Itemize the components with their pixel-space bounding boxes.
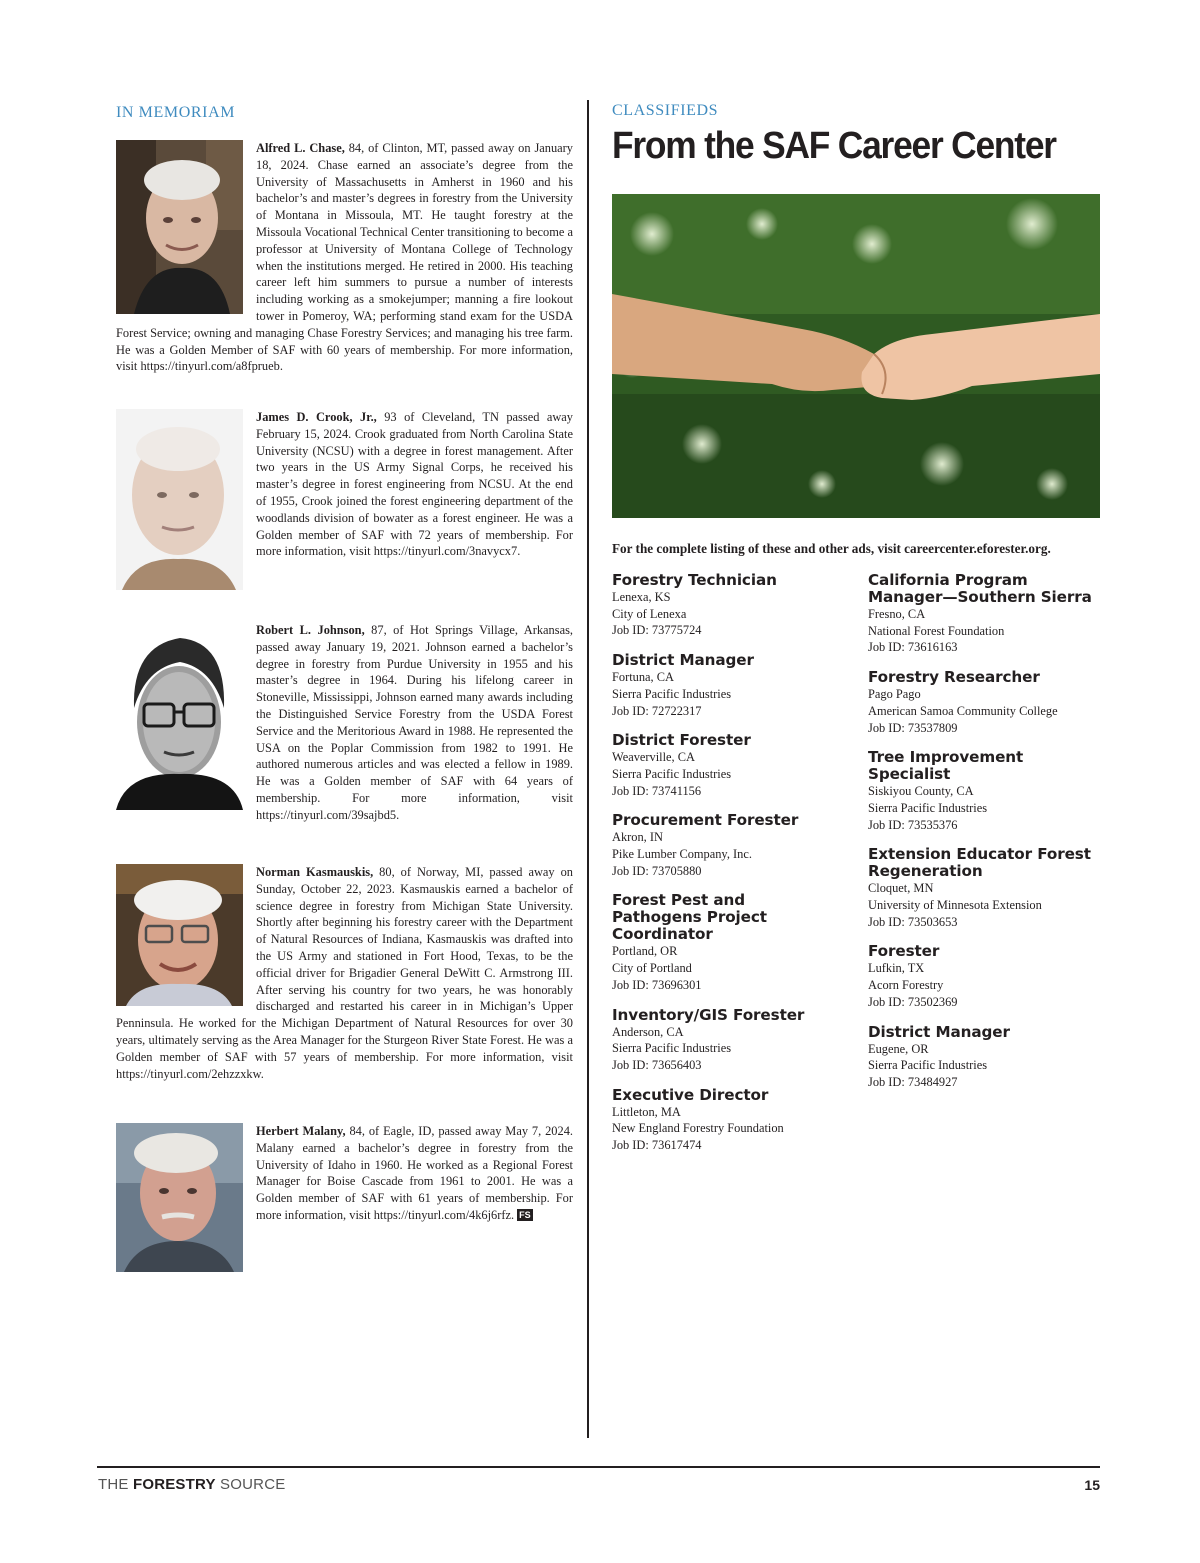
job-listing[interactable] xyxy=(612,892,852,993)
obituary-name: Norman Kasmauskis, xyxy=(256,865,374,879)
handshake-photo xyxy=(612,194,1100,518)
fs-end-mark: FS xyxy=(519,1209,531,1220)
job-employer: Sierra Pacific Industries xyxy=(868,1058,988,1073)
job-id: Job ID: 73537809 xyxy=(868,720,958,735)
job-employer: University of Minnesota Extension xyxy=(868,898,1042,913)
job-title: Forest Pest and Pathogens Project Coordinator xyxy=(612,891,767,944)
job-employer: Sierra Pacific Industries xyxy=(868,800,988,815)
job-location: Pago Pago xyxy=(868,687,921,702)
obituary-text: 84, of Eagle, ID, passed away May 7, 2024. Malany earned a bachelor’s degree in forestry from the University of Idaho in 1960. He worked as a Regional Forest Manager for Boise Cascade from 1961 to 2001. He was a Golden member of SAF with 61 years of membership. For more information, visit https://tinyurl.com/4k6j6rfz. xyxy=(256,1124,573,1222)
job-title: Forestry Researcher xyxy=(868,668,1040,687)
job-id: Job ID: 73775724 xyxy=(612,623,702,638)
job-id: Job ID: 73696301 xyxy=(612,977,702,992)
obituary-text: 80, of Norway, MI, passed away on Sunday, October 22, 2023. Kasmauskis earned a bachelor of science degree in forestry from Michigan State University. Shortly after beginning his forestry career with the Department of Natural Resources of Indiana, Kasmauskis was drafted into the US Army and stationed in Fort Hood, Texas, to be the official driver for Brigadier General DeWitt C. Armstrong III. After serving his country for two years, he was honorably discharged and restarted his career in in Michigan’s Upper Penninsula. He worked for the Michigan Department of Natural Resources for over 30 years, ultimately serving as the Area Manager for the Sturgeon River State Forest. He was a Golden member of SAF with 57 years of membership. For more information, visit https://tinyurl.com/2ehzzxkw. xyxy=(116,865,573,1081)
footer-brand-post: SOURCE xyxy=(215,1476,286,1493)
obituary-name: James D. Crook, Jr., xyxy=(256,410,377,424)
obituary-malany xyxy=(116,1123,573,1276)
portrait-crook xyxy=(116,409,243,590)
job-listing[interactable] xyxy=(868,749,1100,833)
job-title: Extension Educator Forest Regeneration xyxy=(868,845,1091,881)
job-employer: City of Lenexa xyxy=(612,606,687,621)
column-divider xyxy=(587,100,589,1438)
job-employer: American Samoa Community College xyxy=(868,703,1058,718)
job-listing[interactable] xyxy=(868,669,1100,736)
portrait-kasmauskis xyxy=(116,864,243,1006)
obituary-crook xyxy=(116,409,573,594)
job-id: Job ID: 73502369 xyxy=(868,994,958,1009)
job-listing[interactable] xyxy=(868,943,1100,1010)
job-employer: National Forest Foundation xyxy=(868,623,1005,638)
job-listing[interactable] xyxy=(612,1087,852,1154)
job-location: Lenexa, KS xyxy=(612,590,671,604)
job-listing[interactable] xyxy=(868,846,1100,930)
job-listing[interactable] xyxy=(612,572,852,639)
job-employer: City of Portland xyxy=(612,961,692,976)
job-listing[interactable] xyxy=(612,652,852,719)
job-id: Job ID: 73617474 xyxy=(612,1138,702,1153)
job-id: Job ID: 73705880 xyxy=(612,863,702,878)
job-id: Job ID: 72722317 xyxy=(612,703,702,718)
job-listing[interactable] xyxy=(612,1007,852,1074)
job-title: Tree Improvement Specialist xyxy=(868,748,1024,784)
job-title: District Manager xyxy=(868,1022,1010,1041)
job-title: Procurement Forester xyxy=(612,811,799,830)
job-id: Job ID: 73484927 xyxy=(868,1074,958,1089)
job-listing[interactable] xyxy=(612,732,852,799)
job-id: Job ID: 73503653 xyxy=(868,914,958,929)
job-location: Siskiyou County, CA xyxy=(868,784,974,799)
obituary-text: 84, of Clinton, MT, passed away on January 18, 2024. Chase earned an associate’s degree from the University of Massachusetts in Amherst in 1960 and his bachelor’s and master’s degrees in forestry from the University of Montana in Missoula, MT. He taught forestry at the Missoula Vocational Technical Center transitioning to become a professor at University of Montana College of Technology when the institutions merged. He retired in 2000. His teaching career left him summers to pursue a number of interests including working as a smokejumper; manning a fire lookout tower in Pomeroy, WA; performing stand exam for the USDA Forest Service; owning and managing Chase Forestry Services; and managing his tree farm. He was a Golden Member of SAF with 60 years of membership. For more information, visit https://tinyurl.com/a8fprueb. xyxy=(116,141,573,374)
page-title: From the SAF Career Center xyxy=(612,125,1056,167)
job-id: Job ID: 73535376 xyxy=(868,817,958,832)
job-employer: Sierra Pacific Industries xyxy=(612,766,732,781)
footer-brand-bold: FORESTRY xyxy=(132,1476,216,1493)
portrait-malany xyxy=(116,1123,243,1272)
job-employer: Pike Lumber Company, Inc. xyxy=(612,847,752,862)
portrait-chase xyxy=(116,140,243,314)
job-employer: Acorn Forestry xyxy=(868,978,944,993)
job-id: Job ID: 73656403 xyxy=(612,1057,702,1072)
obituary-name: Robert L. Johnson, xyxy=(256,623,365,637)
job-location: Anderson, CA xyxy=(612,1024,684,1039)
listing-note: For the complete listing of these and other ads, visit careercenter.eforester.org. xyxy=(612,541,1051,556)
job-location: Eugene, OR xyxy=(868,1041,929,1056)
job-listing[interactable] xyxy=(868,572,1100,656)
job-employer: Sierra Pacific Industries xyxy=(612,686,732,701)
classifieds-section-label: CLASSIFIEDS xyxy=(612,102,719,119)
footer-brand xyxy=(98,1476,285,1493)
job-listing[interactable] xyxy=(612,812,852,879)
obituary-text: 93 of Cleveland, TN passed away February 15, 2024. Crook graduated from North Carolina State University (NCSU) with a degree in forest management. After two years in the US Army Signal Corps, he received his master’s degree in forest engineering from NCSU. At the end of 1955, Crook joined the forest engineering department of the woodlands division of bowater as a forest engineer. He was a Golden member of SAF with 72 years of membership. For more information, visit https://tinyurl.com/3navycx7. xyxy=(256,410,573,559)
job-id: Job ID: 73741156 xyxy=(612,783,702,798)
footer-brand-pre: THE xyxy=(98,1476,133,1493)
job-location: Akron, IN xyxy=(612,830,663,845)
job-location: Weaverville, CA xyxy=(612,750,695,765)
job-location: Portland, OR xyxy=(612,944,678,959)
obituary-name: Herbert Malany, xyxy=(256,1124,346,1138)
page-number: 15 xyxy=(1084,1477,1100,1493)
job-list-left xyxy=(612,572,852,1167)
job-title: Inventory/GIS Forester xyxy=(612,1005,805,1024)
obituary-johnson xyxy=(116,622,573,824)
job-location: Fresno, CA xyxy=(868,607,926,621)
job-employer: Sierra Pacific Industries xyxy=(612,1041,732,1056)
job-listing[interactable] xyxy=(868,1024,1100,1091)
job-location: Lufkin, TX xyxy=(868,961,925,976)
job-title: District Manager xyxy=(612,651,754,670)
job-employer: New England Forestry Foundation xyxy=(612,1121,784,1136)
job-title: Forester xyxy=(868,942,940,961)
obituary-text: 87, of Hot Springs Village, Arkansas, passed away January 19, 2021. Johnson earned a bachelor’s degree in forestry from Purdue University in 1955 and his master’s degree in 1964. During his lifelong career in Stoneville, Mississippi, Johnson earned many awards including the Distinguished Service Forestry from the USDA Forest Service and the Meritorious Award in 1988. He represented the USA on the Poplar Commission from 1982 to 1991. He authored numerous articles and was elected a fellow in 1989. He was a Golden member of SAF with 64 years of membership. For more information, visit https://tinyurl.com/39sajbd5. xyxy=(256,623,573,822)
obituary-name: Alfred L. Chase, xyxy=(256,141,345,155)
job-id: Job ID: 73616163 xyxy=(868,640,958,655)
memoriam-section-label: IN MEMORIAM xyxy=(116,104,236,121)
obituary-chase xyxy=(116,140,573,375)
job-title: California Program Manager—Southern Sierra xyxy=(868,571,1092,606)
job-title: Executive Director xyxy=(612,1085,769,1104)
obituary-kasmauskis xyxy=(116,864,573,1082)
job-title: District Forester xyxy=(612,731,751,750)
job-location: Cloquet, MN xyxy=(868,881,934,896)
job-location: Fortuna, CA xyxy=(612,670,674,685)
job-location: Littleton, MA xyxy=(612,1104,681,1119)
footer-rule xyxy=(97,1466,1100,1468)
job-title: Forestry Technician xyxy=(612,571,777,589)
job-list-right xyxy=(868,572,1100,1104)
portrait-johnson xyxy=(116,622,243,810)
